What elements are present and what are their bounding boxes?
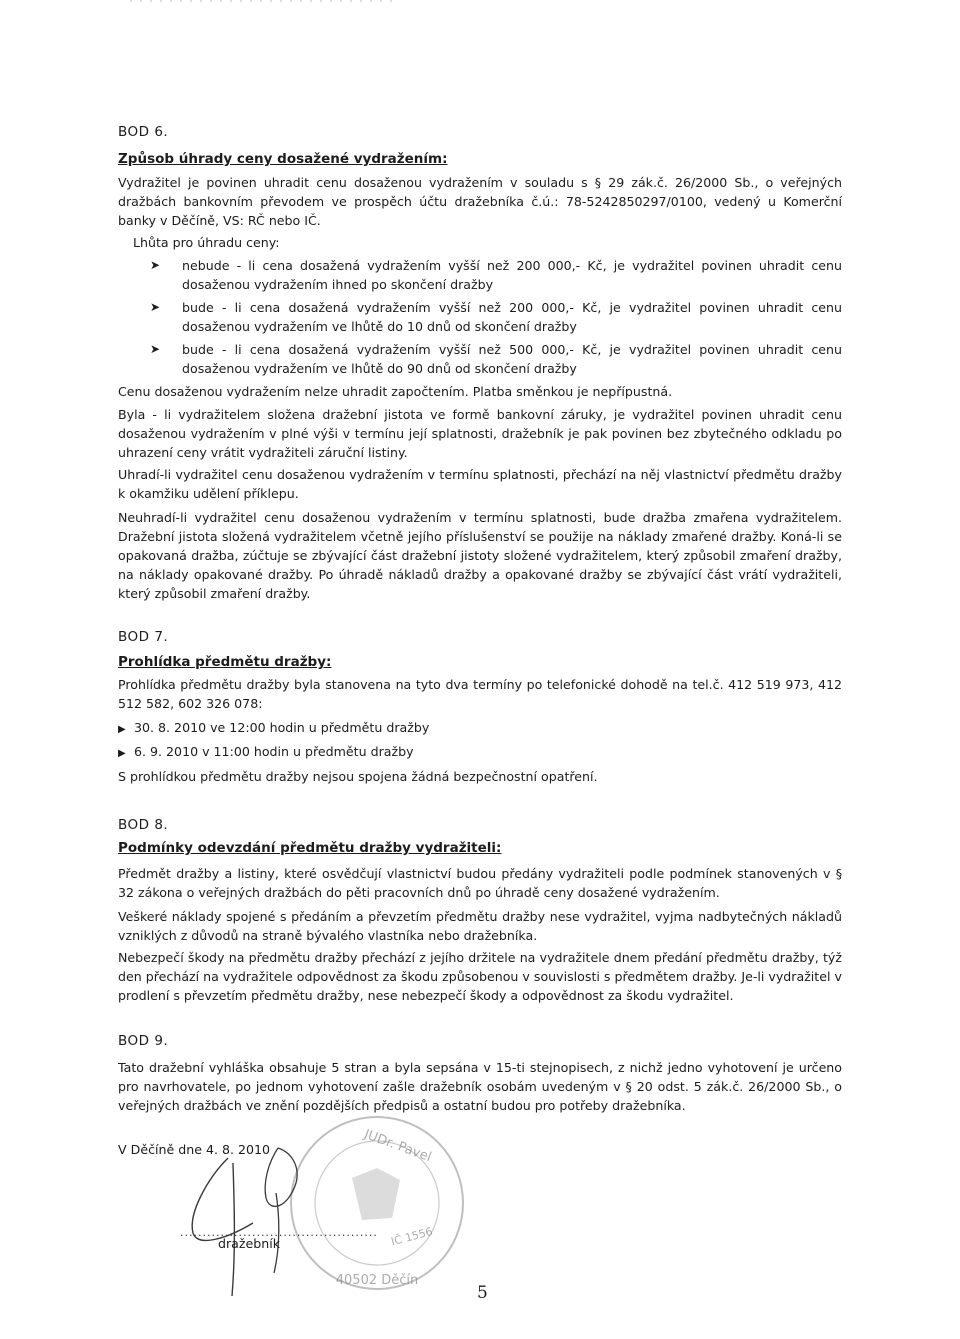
lhuta-label: Lhůta pro úhradu ceny: xyxy=(133,235,280,250)
stamp-text-top: JUDr. Pavel xyxy=(362,1127,434,1166)
section-title-bod6: BOD 6. xyxy=(118,124,169,140)
signature-line: ............................................ xyxy=(180,1226,378,1239)
signer-label: dražebník xyxy=(218,1236,281,1251)
paragraph: Vydražitel je povinen uhradit cenu dosaženou vydražením v souladu s § 29 zák.č. 26/2000 Sb., o veřejných dražbách bankovním převodem ve prospěch účtu dražebníka č.ú.: 78-5242850297/0100, vedený u Komerční banky v Děčíně, VS: RČ nebo IČ. xyxy=(118,175,842,228)
paragraph: Předmět dražby a listiny, které osvědčují vlastnictví budou předány vydražiteli podle podmínek stanovených v § 32 zákona o veřejných dražbách do pěti pracovních dnů po úhradě ceny dosažené vydražením. xyxy=(118,866,842,900)
arrow-bullet-icon: ➤ xyxy=(150,258,161,272)
handwritten-signature xyxy=(168,1138,318,1298)
arrow-bullet-icon: ➤ xyxy=(150,300,161,314)
place-date: V Děčíně dne 4. 8. 2010 xyxy=(118,1142,271,1157)
paragraph: Byla - li vydražitelem složena dražební jistota ve formě bankovní záruky, je vydražitel povinen uhradit cenu dosaženou vydražením v plné výši v termínu její splatnosti, dražebník je pak povinen bez zbytečného odkladu po uhrazení ceny vrátit vydražiteli záruční listiny. xyxy=(118,407,842,460)
paragraph: Veškeré náklady spojené s předáním a převzetím předmětu dražby nese vydražitel, vyjma nadbytečných nákladů vzniklých z důvodů na straně bývalého vlastníka nebo dražebníka. xyxy=(118,909,842,943)
triangle-bullet-icon: ▶ xyxy=(118,748,126,759)
arrow-bullet-icon: ➤ xyxy=(150,342,161,356)
triangle-bullet-icon: ▶ xyxy=(118,724,126,735)
document-page: BOD 6. Způsob úhrady ceny dosažené vydražením: Vydražitel je povinen uhradit cenu dosaženou vydražením v souladu s § 29 zák.č. 26/2000 Sb., o veřejných dražbách bankovním převodem ve prospěch účtu dražebníka č.ú.: 78-5242850297/0100, vedený u Komerční banky v Děčíně, VS: RČ nebo IČ. Lhůta pro úhradu ceny: ➤ nebude - li cena dosažená vydražením vyšší než 200 000,- Kč, je vydražitel povinen uhradit cenu dosaženou vydražením ihned po skončení dražby ➤ bude - li cena dosažená vydražením vyšší než 200 000,- Kč, je vydražitel povinen uhradit cenu dosaženou vydražením ve lhůtě do 10 dnů od skončení dražby ➤ bude - li cena dosažená vydražením vyšší než 500 000,- Kč, je vydražitel povinen uhradit cenu dosaženou vydražením ve lhůtě do 90 dnů od skončení dražby Cenu dosaženou vydražením nelze uhradit započtením. Platba směnkou je nepřípustná. Byla - li vydražitelem složena dražební jistota ve formě bankovní záruky, je vydražitel povinen uhradit cenu dosaženou vydražením v plné výši v termínu její splatnosti, dražebník je pak povinen bez zbytečného odkladu po uhrazení ceny vrátit vydražiteli záruční listiny. Uhradí-li vydražitel cenu dosaženou vydražením v termínu splatnosti, přechází na něj vlastnictví předmětu dražby k okamžiku udělení příklepu. Neuhradí-li vydražitel cenu dosaženou vydražením v termínu splatnosti, bude dražba zmařena vydražitelem. Dražební jistota složená vydražitelem včetně jejího příslušenství se použije na náklady zmařené dražby. Koná-li se opakovaná dražba, zúčtuje se zbývající část dražební jistoty složené vydražitelem, který způsobil zmaření dražby, na náklady opakované dražby. Po úhradě nákladů dražby a opakované dražby se zbývající část vrátí vydražiteli, který způsobil zmaření dražby. BOD 7. Prohlídka předmětu dražby: Prohlídka předmětu dražby byla stanovena na tyto dva termíny po telefonické dohodě na tel.č. 412 519 973, 412 512 582, 602 326 078: ▶ 30. 8. 2010 ve 12:00 hodin u předmětu dražby ▶ 6. 9. 2010 v 11:00 hodin u předmětu dražby S prohlídkou předmětu dražby nejsou spojena žádná bezpečnostní opatření. BOD 8. Podmínky odevzdání předmětu dražby vydražiteli: Předmět dražby a listiny, které osvědčují vlastnictví budou předány vydražiteli podle podmínek stanovených v § 32 zákona o veřejných dražbách do pěti pracovních dnů po úhradě ceny dosažené vydražením. Veškeré náklady spojené s předáním a převzetím předmětu dražby nese vydražitel, vyjma nadbytečných nákladů vzniklých z důvodů na straně bývalého vlastníka nebo dražebníka. Nebezpečí škody na předmětu dražby přechází z jejího držitele na vydražitele dnem předání předmětu dražby, týž den přechází na vydražitele odpovědnost za škodu způsobenou v souvislosti s předmětem dražby. Je-li vydražitel v prodlení s převzetím předmětu dražby, nese nebezpečí škody a odpovědnost za škodu vydražitel. BOD 9. Tato dražební vyhláška obsahuje 5 stran a byla sepsána v 15-ti stejnopisech, z nichž jedno vyhotovení je určeno pro navrhovatele, po jednom vyhotovení zašle dražebník osobám uvedeným v § 20 odst. 5 zák.č. 26/2000 Sb., o veřejných dražbách ve znění pozdějších předpisů a ostatní budou pro potřeby dražebníka. V Děčíně dne 4. 8. 2010 JUDr. Pavel IČ 1556 40502 Děčín ............................................ dražebník 5 xyxy=(0,0,960,1339)
stamp-text-bottom: 40502 Děčín xyxy=(335,1273,419,1288)
page-number: 5 xyxy=(477,1283,488,1303)
section-title-bod8: BOD 8. xyxy=(118,817,169,833)
scan-artifact xyxy=(130,0,400,4)
paragraph: Uhradí-li vydražitel cenu dosaženou vydražením v termínu splatnosti, přechází na něj vlastnictví předmětu dražby k okamžiku udělení příklepu. xyxy=(118,467,842,501)
list-item: ▶ 30. 8. 2010 ve 12:00 hodin u předmětu dražby xyxy=(118,718,429,739)
section-title-bod9: BOD 9. xyxy=(118,1033,169,1049)
paragraph: Neuhradí-li vydražitel cenu dosaženou vydražením v termínu splatnosti, bude dražba zmařena vydražitelem. Dražební jistota složená vydražitelem včetně jejího příslušenství se použije na náklady zmařené dražby. Koná-li se opakovaná dražba, zúčtuje se zbývající část dražební jistoty složené vydražitelem, který způsobil zmaření dražby, na náklady opakované dražby. Po úhradě nákladů dražby a opakované dražby se zbývající část vrátí vydražiteli, který způsobil zmaření dražby. xyxy=(118,510,842,601)
paragraph: Cenu dosaženou vydražením nelze uhradit započtením. Platba směnkou je nepřípustná. xyxy=(118,384,673,399)
section-title-bod7: BOD 7. xyxy=(118,629,169,645)
section-heading-bod7: Prohlídka předmětu dražby: xyxy=(118,654,332,670)
section-heading-bod6: Způsob úhrady ceny dosažené vydražením: xyxy=(118,151,448,167)
paragraph: Tato dražební vyhláška obsahuje 5 stran a byla sepsána v 15-ti stejnopisech, z nichž jedno vyhotovení je určeno pro navrhovatele, po jednom vyhotovení zašle dražebník osobám uvedeným v § 20 odst. 5 zák.č. 26/2000 Sb., o veřejných dražbách ve znění pozdějších předpisů a ostatní budou pro potřeby dražebníka. xyxy=(118,1060,842,1113)
paragraph: Prohlídka předmětu dražby byla stanovena na tyto dva termíny po telefonické dohodě na tel.č. 412 519 973, 412 512 582, 602 326 078: xyxy=(118,677,842,711)
paragraph: S prohlídkou předmětu dražby nejsou spojena žádná bezpečnostní opatření. xyxy=(118,769,598,784)
paragraph: Nebezpečí škody na předmětu dražby přechází z jejího držitele na vydražitele dnem předání předmětu dražby, týž den přechází na vydražitele odpovědnost za škodu způsobenou v souvislosti s předmětem dražby. Je-li vydražitel v prodlení s převzetím předmětu dražby, nese nebezpečí škody a odpovědnost za škodu vydražitel. xyxy=(118,950,842,1003)
section-heading-bod8: Podmínky odevzdání předmětu dražby vydražiteli: xyxy=(118,840,502,856)
stamp-text-id: IČ 1556 xyxy=(389,1224,435,1249)
list-item: ▶ 6. 9. 2010 v 11:00 hodin u předmětu dražby xyxy=(118,742,414,763)
